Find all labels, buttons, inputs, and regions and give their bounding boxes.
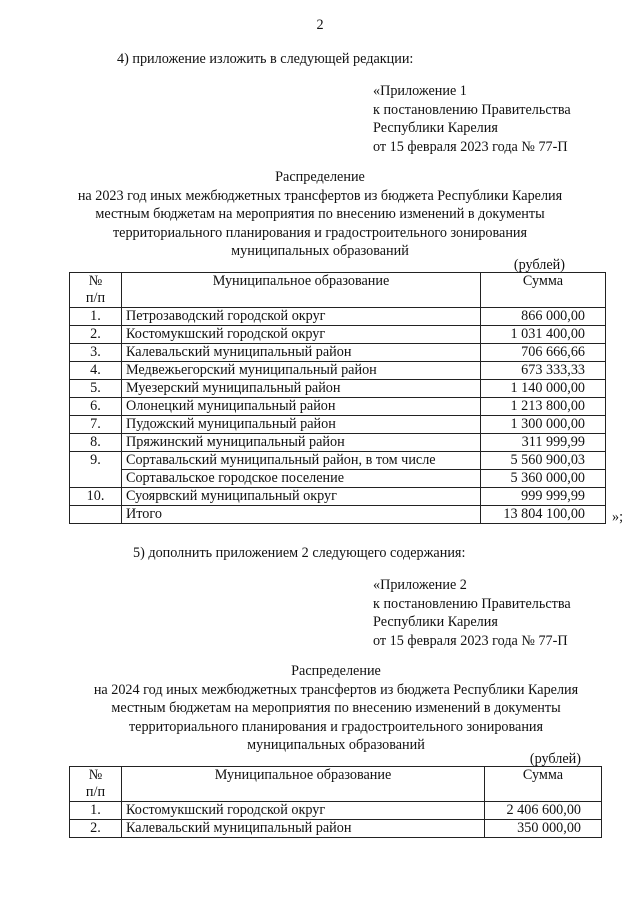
item-5-text: 5) дополнить приложением 2 следующего содержания: xyxy=(133,545,466,561)
num-header: № п/п xyxy=(70,273,122,308)
heading-line: Распределение xyxy=(291,663,381,679)
table-row xyxy=(70,344,606,362)
appendix-line: Республики Карелия xyxy=(373,614,498,630)
amount-cell: 311 999,99 xyxy=(481,434,606,452)
municipality-cell: Костомукшский городской округ xyxy=(122,326,481,344)
item-4-text: 4) приложение изложить в следующей редакции: xyxy=(117,51,414,67)
row-number-cell: 4. xyxy=(70,362,122,380)
table-row xyxy=(70,326,606,344)
amount-cell: 5 560 900,03 xyxy=(481,452,606,470)
table-header-row xyxy=(70,767,602,802)
municipality-cell: Пряжинский муниципальный район xyxy=(122,434,481,452)
table-row xyxy=(70,802,602,820)
amount-cell: 350 000,00 xyxy=(485,820,602,838)
heading-line: местным бюджетам на мероприятия по внесению изменений в документы xyxy=(95,206,545,222)
heading-line: Распределение xyxy=(275,169,365,185)
appendix-line: Республики Карелия xyxy=(373,120,498,136)
row-number-cell: 1. xyxy=(70,308,122,326)
heading-line: муниципальных образований xyxy=(247,737,425,753)
row-number-cell: 7. xyxy=(70,416,122,434)
heading-line: территориального планирования и градостроительного зонирования xyxy=(128,718,544,735)
table-1-unit: (рублей) xyxy=(513,257,565,273)
closing-quote: »; xyxy=(612,509,624,525)
table-row xyxy=(70,362,606,380)
row-number-cell: 2. xyxy=(70,326,122,344)
table-row xyxy=(70,434,606,452)
appendix-line: к постановлению Правительства xyxy=(373,595,571,612)
row-number-cell: 10. xyxy=(70,488,122,506)
heading-line: на 2024 год иных межбюджетных трансфертов из бюджета Республики Карелия xyxy=(93,681,579,698)
appendix-line: «Приложение 1 xyxy=(373,83,467,99)
amount-cell: 866 000,00 xyxy=(481,308,606,326)
amount-cell: 1 300 000,00 xyxy=(481,416,606,434)
table-1 xyxy=(69,272,606,524)
heading-1 xyxy=(20,168,620,261)
amount-cell: 673 333,33 xyxy=(481,362,606,380)
row-number-cell: 9. xyxy=(70,452,122,488)
sum-header: Сумма xyxy=(481,273,606,308)
municipality-cell: Пудожский муниципальный район xyxy=(122,416,481,434)
municipality-cell: Итого xyxy=(122,506,481,524)
row-number-cell: 5. xyxy=(70,380,122,398)
appendix-line: от 15 февраля 2023 года № 77-П xyxy=(373,138,568,155)
table-total-row xyxy=(70,506,606,524)
table-row xyxy=(70,452,606,470)
name-header: Муниципальное образование xyxy=(122,273,481,308)
heading-line: территориального планирования и градостроительного зонирования xyxy=(112,224,528,241)
table-2 xyxy=(69,766,602,838)
row-number-cell: 3. xyxy=(70,344,122,362)
heading-line: муниципальных образований xyxy=(231,243,409,259)
table-row xyxy=(70,398,606,416)
row-number-cell: 2. xyxy=(70,820,122,838)
table-row xyxy=(70,380,606,398)
heading-line: местным бюджетам на мероприятия по внесению изменений в документы xyxy=(111,700,561,716)
heading-2 xyxy=(36,662,636,755)
appendix-1-header xyxy=(373,82,571,156)
appendix-2-header xyxy=(373,576,571,650)
row-number-cell xyxy=(70,506,122,524)
heading-line: на 2023 год иных межбюджетных трансфертов из бюджета Республики Карелия xyxy=(77,187,563,204)
row-number-cell: 1. xyxy=(70,802,122,820)
municipality-cell: Медвежьегорский муниципальный район xyxy=(122,362,481,380)
row-number-cell: 6. xyxy=(70,398,122,416)
num-header: № п/п xyxy=(70,767,122,802)
municipality-cell: Сортавальское городское поселение xyxy=(122,470,481,488)
table-row xyxy=(70,820,602,838)
amount-cell: 13 804 100,00 xyxy=(481,506,606,524)
row-number-cell: 8. xyxy=(70,434,122,452)
table-row xyxy=(70,416,606,434)
name-header: Муниципальное образование xyxy=(122,767,485,802)
municipality-cell: Суоярвский муниципальный округ xyxy=(122,488,481,506)
table-row xyxy=(70,308,606,326)
municipality-cell: Олонецкий муниципальный район xyxy=(122,398,481,416)
page-number: 2 xyxy=(316,17,324,33)
sum-header: Сумма xyxy=(485,767,602,802)
municipality-cell: Костомукшский городской округ xyxy=(122,802,485,820)
appendix-line: к постановлению Правительства xyxy=(373,101,571,118)
municipality-cell: Сортавальский муниципальный район, в том числе xyxy=(122,452,481,470)
table-row xyxy=(70,488,606,506)
table-2-unit: (рублей) xyxy=(529,751,581,767)
appendix-line: «Приложение 2 xyxy=(373,577,467,593)
amount-cell: 706 666,66 xyxy=(481,344,606,362)
amount-cell: 5 360 000,00 xyxy=(481,470,606,488)
municipality-cell: Петрозаводский городской округ xyxy=(122,308,481,326)
municipality-cell: Калевальский муниципальный район xyxy=(122,820,485,838)
amount-cell: 1 140 000,00 xyxy=(481,380,606,398)
table-header-row xyxy=(70,273,606,308)
municipality-cell: Муезерский муниципальный район xyxy=(122,380,481,398)
table-row xyxy=(70,470,606,488)
amount-cell: 2 406 600,00 xyxy=(485,802,602,820)
amount-cell: 999 999,99 xyxy=(481,488,606,506)
municipality-cell: Калевальский муниципальный район xyxy=(122,344,481,362)
appendix-line: от 15 февраля 2023 года № 77-П xyxy=(373,632,568,649)
amount-cell: 1 213 800,00 xyxy=(481,398,606,416)
amount-cell: 1 031 400,00 xyxy=(481,326,606,344)
